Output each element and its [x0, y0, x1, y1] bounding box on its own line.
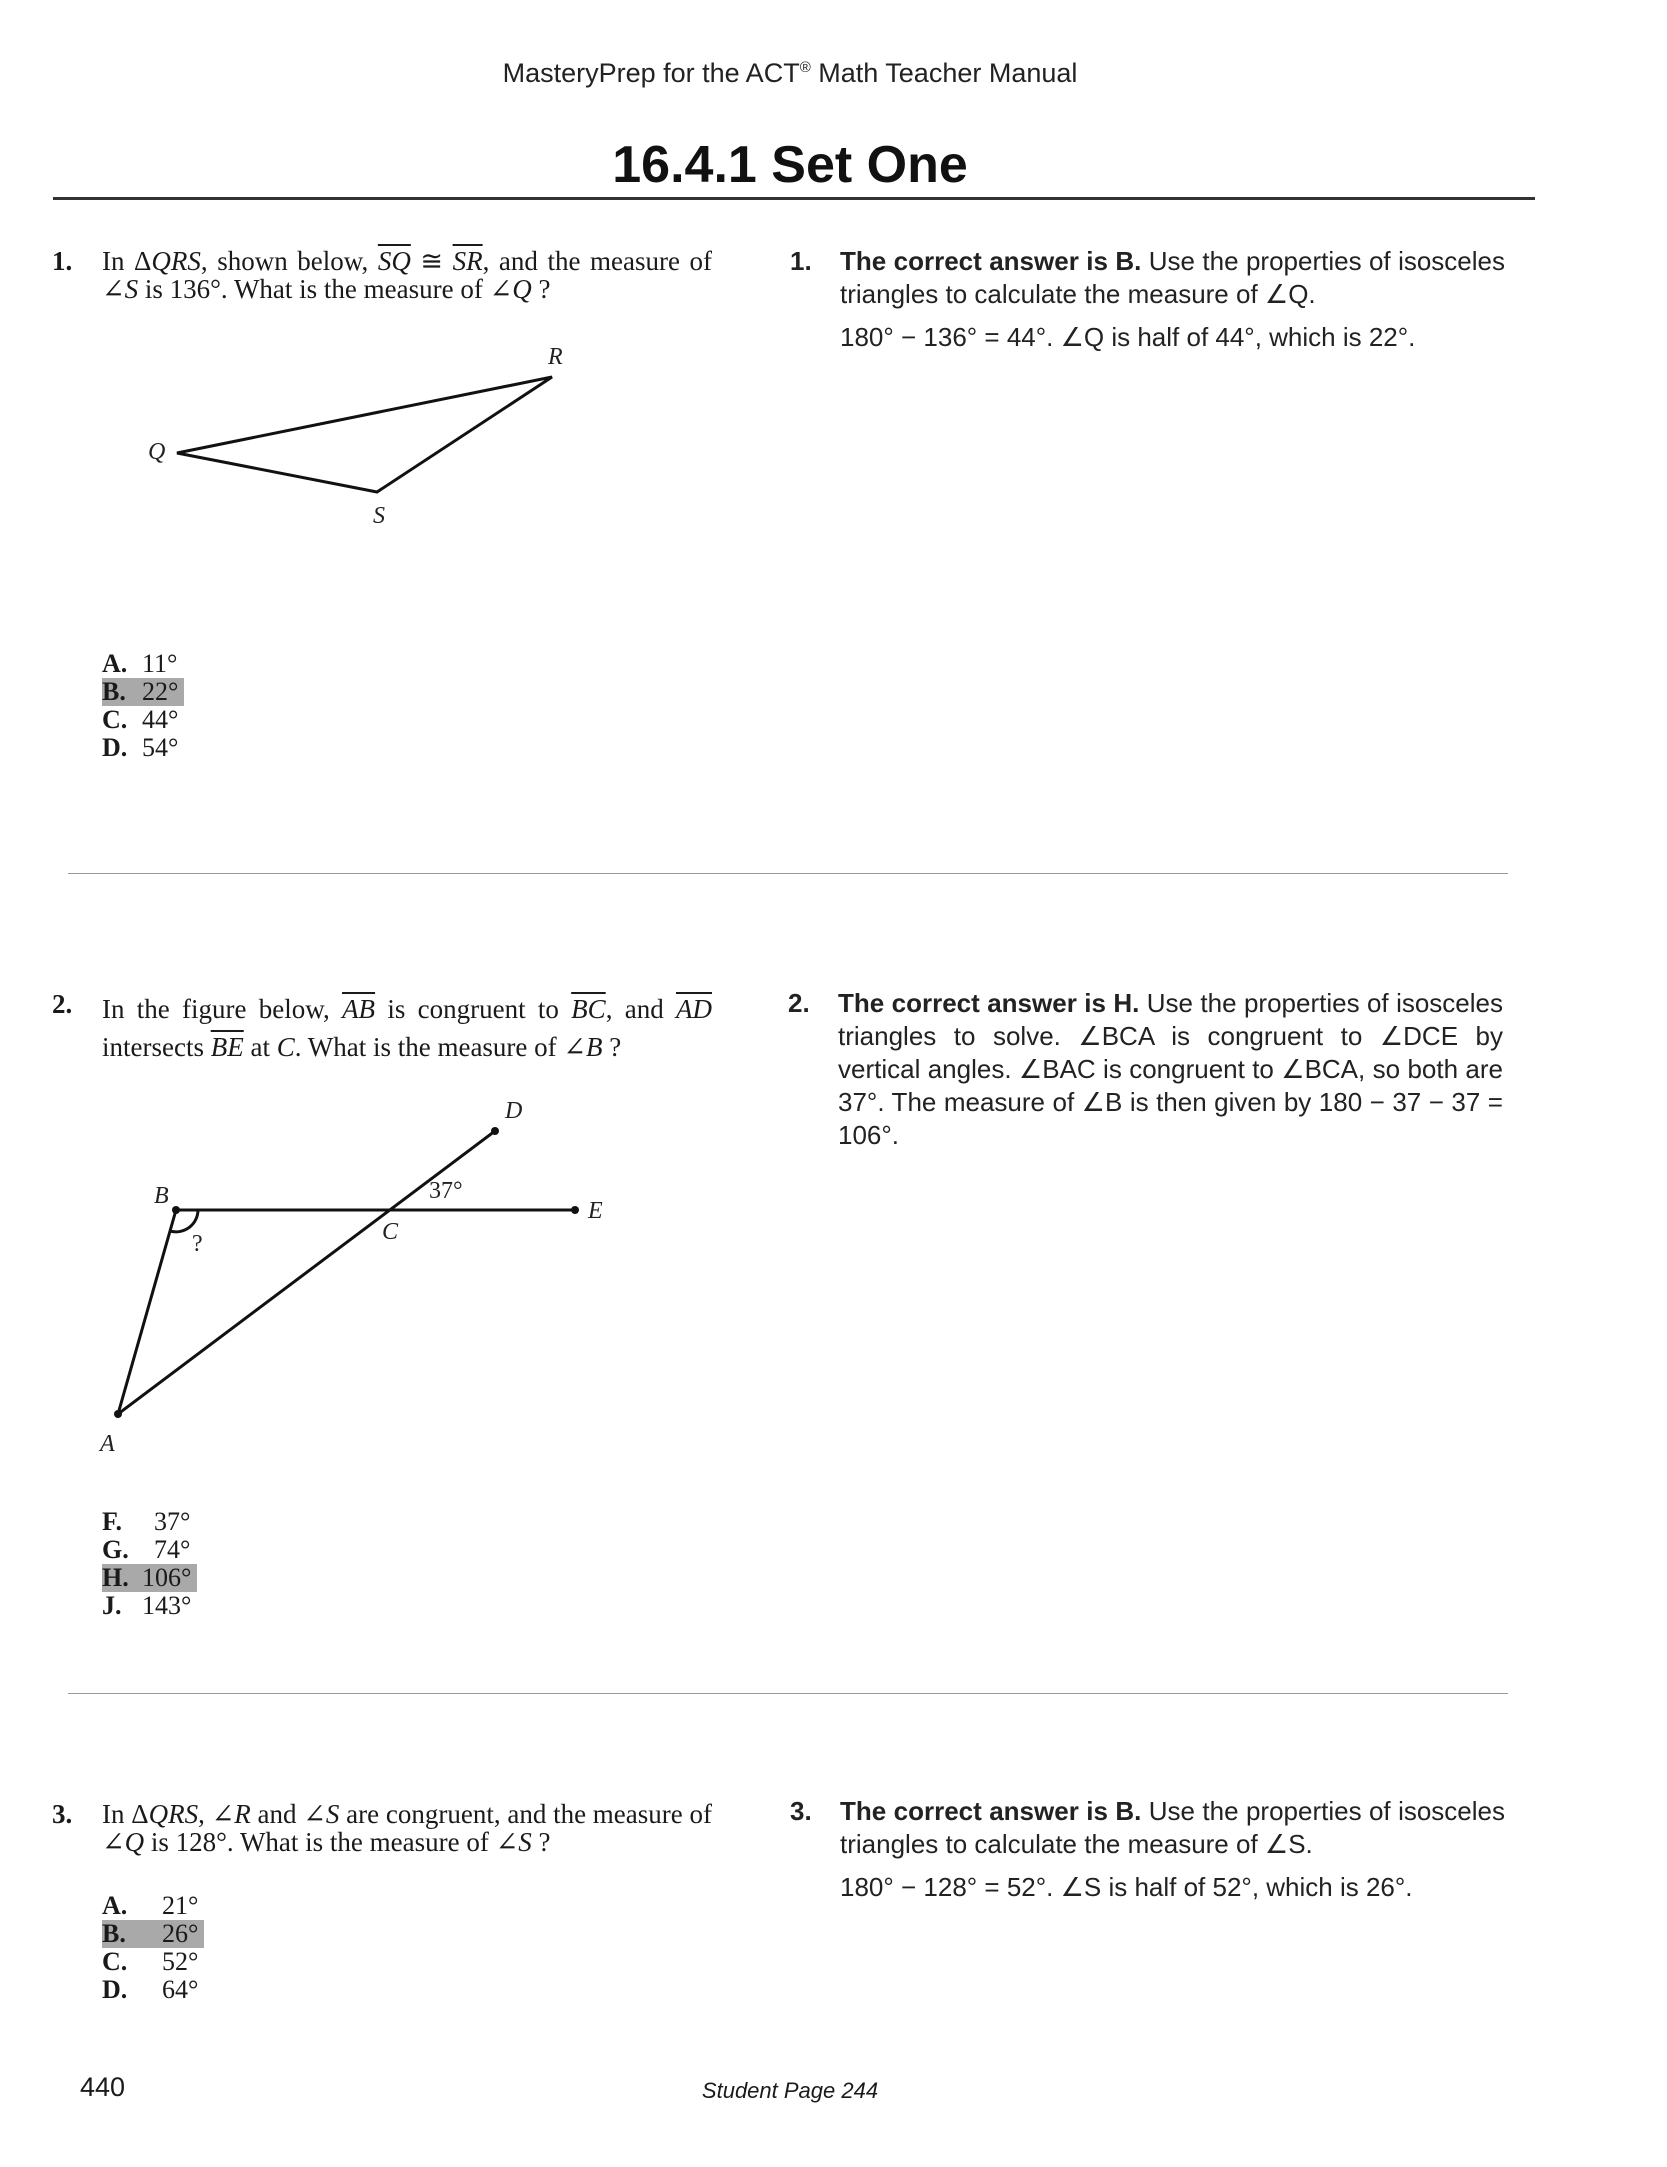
- angle-label-37: 37°: [429, 1178, 463, 1204]
- answer-explanation-2: [788, 987, 1503, 1152]
- choice-a: A. 11°: [102, 649, 178, 678]
- choice-c: C. 44°: [102, 705, 179, 734]
- explanation-text: The correct answer is H. Use the properties of isosceles triangles to solve. ∠BCA is congruent to ∠DCE by vertical angles. ∠BAC is congruent to ∠BCA, so both are 37°. The measure of ∠B is then given by 180 − 37 − 37 = 106°.: [838, 988, 1504, 1150]
- segment-ad: [118, 1131, 495, 1414]
- point-a: [114, 1410, 122, 1418]
- answer-explanation-1: [790, 245, 1505, 354]
- choice-f: F. 37°: [102, 1507, 191, 1536]
- section-divider: [68, 1693, 1508, 1694]
- explanation-text: The correct answer is B. Use the properties of isosceles triangles to calculate the measure of ∠S.: [840, 1796, 1506, 1859]
- vertex-label-s: S: [373, 503, 385, 529]
- choice-b-highlighted: B. 26°: [102, 1920, 204, 1948]
- point-e: [571, 1206, 579, 1214]
- answer-choices-3: [102, 1892, 204, 2004]
- unknown-angle-label: ?: [192, 1231, 203, 1257]
- question-1: [52, 247, 712, 303]
- vertex-label-a: A: [100, 1431, 115, 1457]
- explanation-text: The correct answer is B. Use the properties of isosceles triangles to calculate the measure of ∠Q.: [840, 246, 1506, 309]
- point-b: [172, 1206, 180, 1214]
- question-2: [52, 990, 712, 1066]
- answer-choices-2: [102, 1508, 197, 1620]
- answer-choices-1: [102, 650, 184, 762]
- vertex-label-c: C: [382, 1219, 399, 1245]
- choice-d: D. 64°: [102, 1975, 199, 2004]
- question-text: In ΔQRS, shown below, $\overline{SQ}$ ≅ $\overline{SR}$, and the measure of ∠S is 136°. What is the measure of ∠Q ?: [102, 246, 712, 304]
- page-number: 440: [80, 2072, 126, 2102]
- page-title: 16.4.1 Set One: [612, 136, 968, 194]
- choice-b-highlighted: B. 22°: [102, 678, 184, 706]
- answer-number: 1.: [790, 246, 812, 276]
- vertex-label-q: Q: [148, 439, 166, 465]
- choice-c: C. 52°: [102, 1947, 199, 1976]
- question-number: 1.: [52, 246, 73, 276]
- answer-number: 3.: [790, 1796, 812, 1826]
- choice-g: G. 74°: [102, 1535, 191, 1564]
- choice-d: D. 54°: [102, 733, 179, 762]
- explanation-calculation: 180° − 136° = 44°. ∠Q is half of 44°, which is 22°.: [840, 322, 1416, 352]
- answer-explanation-3: [790, 1795, 1505, 1904]
- section-divider: [68, 873, 1508, 874]
- question-text: In ΔQRS, ∠R and ∠S are congruent, and the measure of ∠Q is 128°. What is the measure of ∠S ?: [102, 1799, 713, 1857]
- running-header: MasteryPrep for the ACT® Math Teacher Manual: [502, 58, 1078, 88]
- student-page-reference: Student Page 244: [701, 2078, 879, 2103]
- vertex-label-e: E: [588, 1198, 603, 1224]
- vertex-label-b: B: [154, 1183, 169, 1209]
- choice-h-highlighted: H. 106°: [102, 1564, 197, 1592]
- vertex-label-d: D: [505, 1098, 523, 1124]
- point-d: [491, 1127, 499, 1135]
- question-number: 2.: [52, 989, 73, 1019]
- explanation-calculation: 180° − 128° = 52°. ∠S is half of 52°, which is 26°.: [840, 1872, 1413, 1902]
- vertex-label-r: R: [548, 344, 563, 370]
- answer-number: 2.: [788, 988, 810, 1018]
- triangle-qrs: [177, 377, 552, 492]
- choice-a: A. 21°: [102, 1891, 199, 1920]
- triangle-qrs-figure: [140, 330, 600, 540]
- title-rule: [53, 197, 1535, 200]
- choice-j: J. 143°: [102, 1591, 192, 1620]
- question-number: 3.: [52, 1799, 73, 1829]
- question-text: In the figure below, $\overline{AB}$ is congruent to $\overline{BC}$, and $\overline{AD}$ intersects $\overline{BE}$ at C. What is the measure of ∠B ?: [102, 994, 712, 1062]
- question-3: [52, 1800, 712, 1856]
- segment-ab: [118, 1210, 176, 1414]
- intersecting-lines-figure: [80, 1090, 660, 1470]
